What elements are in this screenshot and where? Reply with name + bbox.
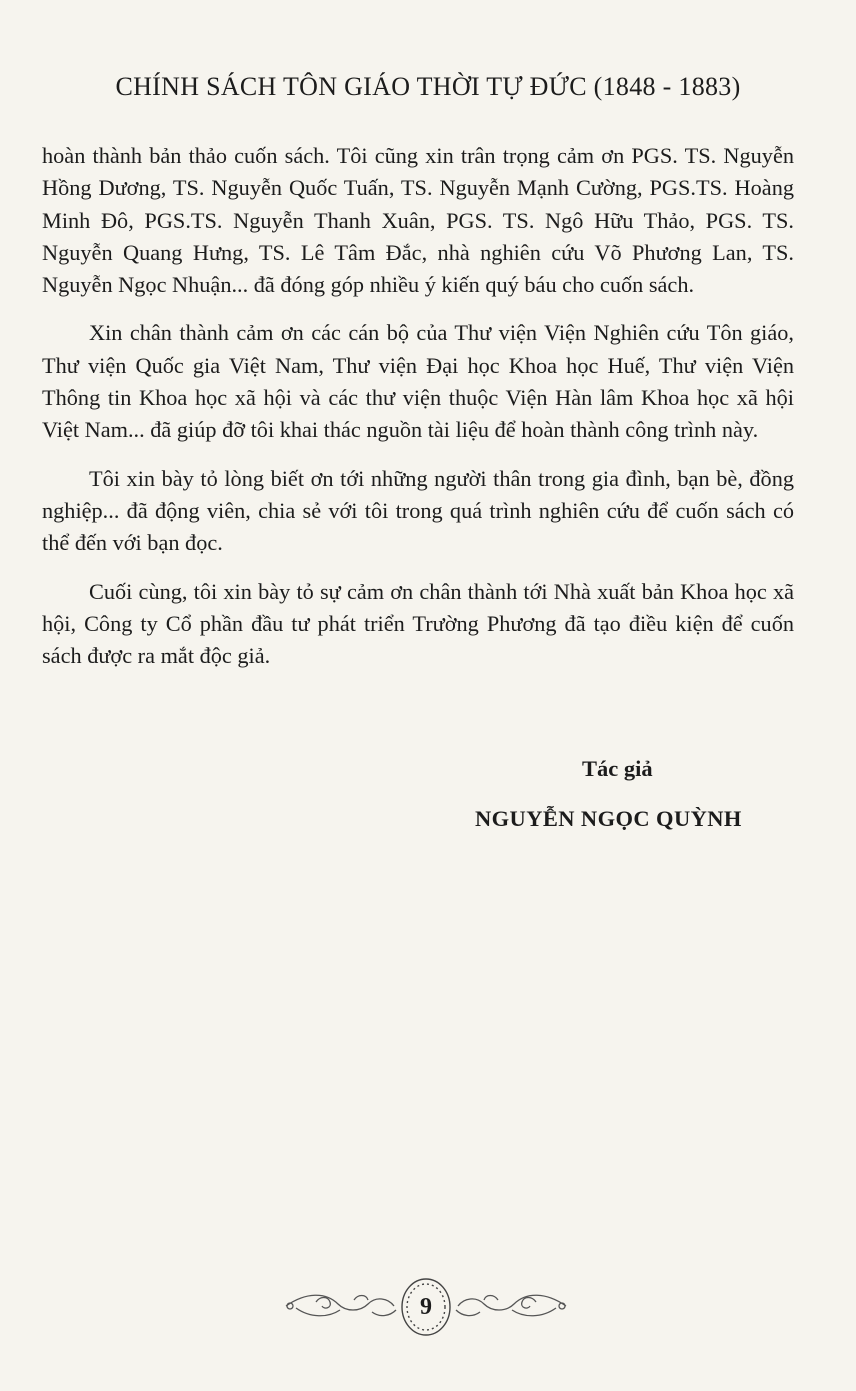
body-text <box>42 140 794 688</box>
signature-role: Tác giả <box>582 756 653 781</box>
running-head: CHÍNH SÁCH TÔN GIÁO THỜI TỰ ĐỨC (1848 - 1883) <box>115 72 741 101</box>
paragraph-3: Tôi xin bày tỏ lòng biết ơn tới những người thân trong gia đình, bạn bè, đồng nghiệp... đã động viên, chia sẻ với tôi trong quá trình nghiên cứu để cuốn sách có thể đến với bạn đọc. <box>42 465 794 556</box>
paragraph-4: Cuối cùng, tôi xin bày tỏ sự cảm ơn chân thành tới Nhà xuất bản Khoa học xã hội, Công ty Cổ phần đầu tư phát triển Trường Phương đã tạo điều kiện để cuốn sách được ra mắt độc giả. <box>42 578 794 669</box>
paragraph-1: hoàn thành bản thảo cuốn sách. Tôi cũng xin trân trọng cảm ơn PGS. TS. Nguyễn Hồng Dương, TS. Nguyễn Quốc Tuấn, TS. Nguyễn Mạnh Cường, PGS.TS. Hoàng Minh Đô, PGS.TS. Nguyễn Thanh Xuân, PGS. TS. Ngô Hữu Thảo, PGS. TS. Nguyễn Quang Hưng, TS. Lê Tâm Đắc, nhà nghiên cứu Võ Phương Lan, TS. Nguyễn Ngọc Nhuận... đã đóng góp nhiều ý kiến quý báu cho cuốn sách. <box>42 143 794 298</box>
page-footer-ornament <box>276 1274 576 1344</box>
signature-name: NGUYỄN NGỌC QUỲNH <box>475 806 742 831</box>
paragraph-2: Xin chân thành cảm ơn các cán bộ của Thư viện Viện Nghiên cứu Tôn giáo, Thư viện Quốc gia Việt Nam, Thư viện Đại học Khoa học Huế, Thư viện Viện Thông tin Khoa học xã hội và các thư viện thuộc Viện Hàn lâm Khoa học xã hội Việt Nam... đã giúp đỡ tôi khai thác nguồn tài liệu để hoàn thành công trình này. <box>42 320 794 443</box>
page-number: 9 <box>420 1294 432 1320</box>
